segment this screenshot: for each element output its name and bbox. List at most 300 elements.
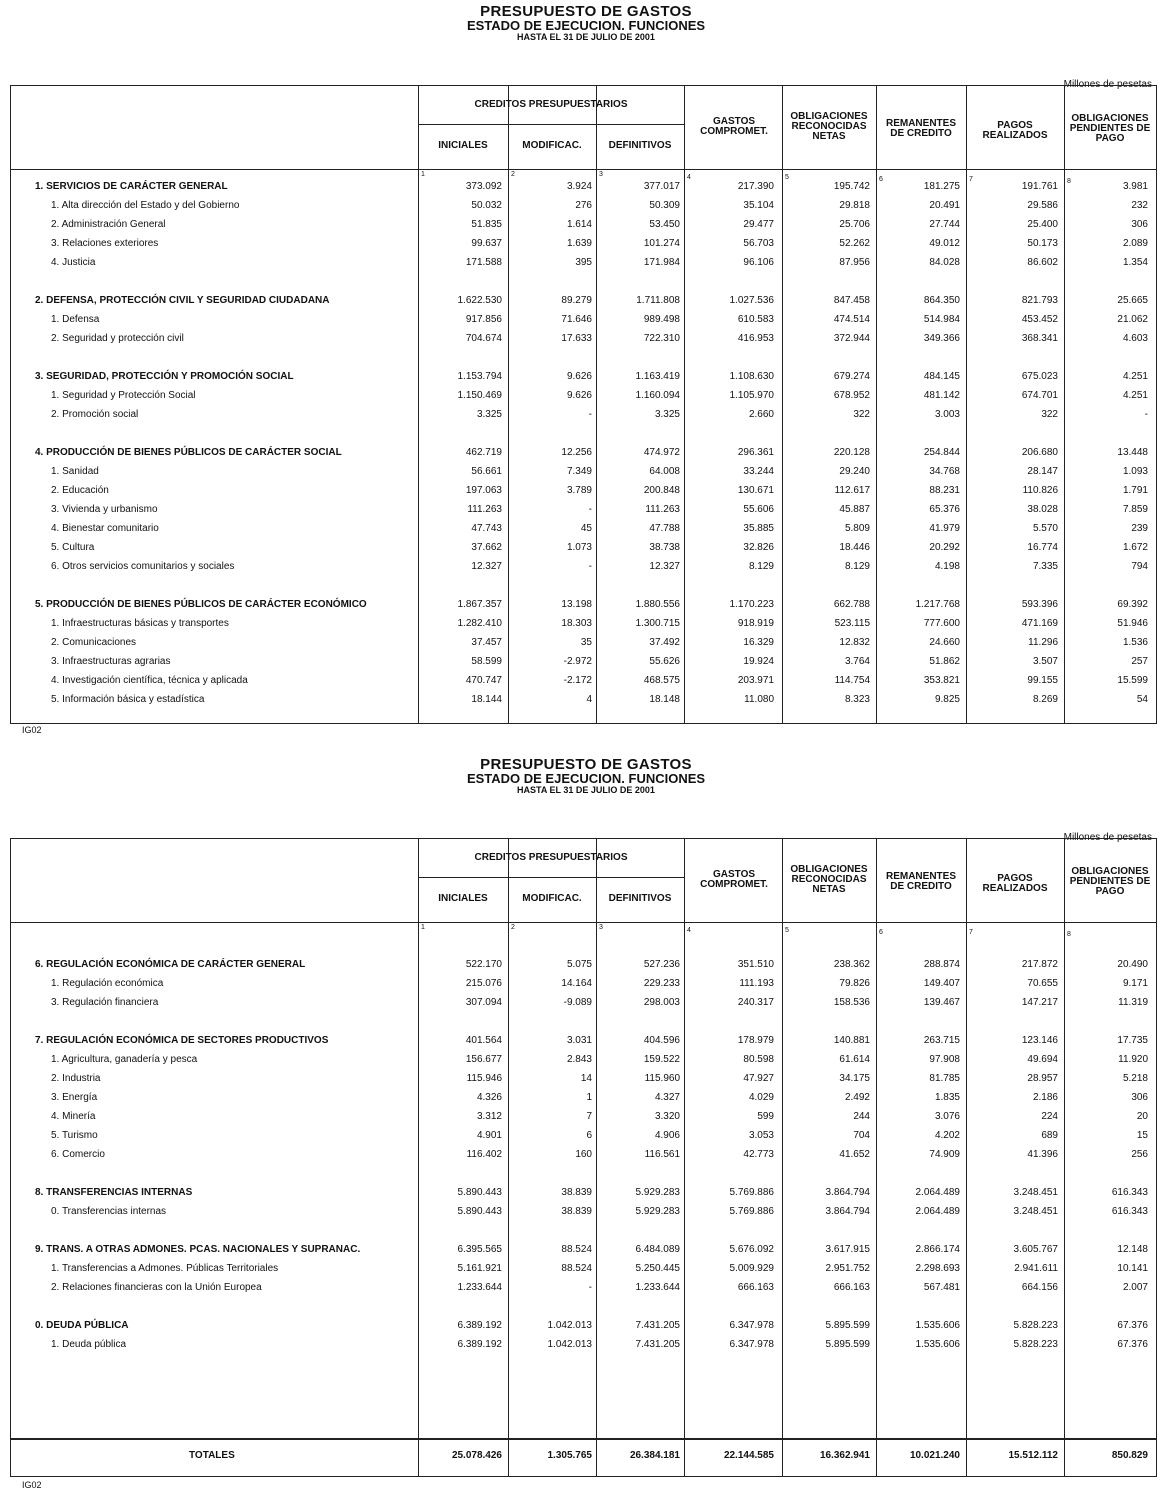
cell-value: 9.171 — [1122, 978, 1148, 989]
section-row — [11, 1244, 1156, 1262]
row-label: 1. Agricultura, ganadería y pesca — [51, 1054, 198, 1065]
table-frame-1 — [10, 85, 1157, 724]
cell-value: 49.012 — [929, 238, 960, 249]
cell-value: 3.789 — [566, 485, 592, 496]
col-number: 8 — [1067, 931, 1071, 938]
col-number: 1 — [421, 171, 425, 178]
cell-value: 112.617 — [834, 485, 870, 496]
cell-value: 1.027.536 — [729, 295, 774, 306]
cell-value: 29.240 — [839, 466, 870, 477]
cell-value: 38.028 — [1027, 504, 1058, 515]
page-1-header — [0, 4, 1172, 43]
row-label: 2. Seguridad y protección civil — [51, 333, 184, 344]
section-row — [11, 959, 1156, 977]
col-number: 2 — [511, 171, 515, 178]
row-label: 1. Seguridad y Protección Social — [51, 390, 196, 401]
cell-value: 9.825 — [934, 694, 960, 705]
cell-value: 19.924 — [743, 656, 774, 667]
row-label: 3. Energía — [51, 1092, 98, 1103]
cell-value: 1.711.808 — [636, 295, 680, 306]
table-row — [11, 997, 1156, 1015]
cell-value: 51.862 — [929, 656, 960, 667]
cell-value: 989.498 — [643, 314, 680, 325]
section-row — [11, 599, 1156, 617]
cell-value: 15 — [1136, 1130, 1148, 1141]
cell-value: 12.832 — [839, 637, 870, 648]
table-row — [11, 1149, 1156, 1167]
col-group-header: CREDITOS PRESUPUESTARIOS — [474, 99, 628, 110]
col-pagos: PAGOS REALIZADOS — [982, 873, 1048, 894]
cell-value: 11.296 — [1028, 637, 1058, 648]
cell-value: 6.389.192 — [457, 1320, 502, 1331]
cell-value: 4.326 — [476, 1092, 502, 1103]
cell-value: 240.317 — [737, 997, 774, 1008]
cell-value: 35 — [580, 637, 592, 648]
cell-value: 917.856 — [465, 314, 502, 325]
cell-value: 704.674 — [465, 333, 502, 344]
cell-value: 5.895.599 — [825, 1320, 870, 1331]
cell-value: 3.764 — [844, 656, 870, 667]
total-value: 1.305.765 — [547, 1450, 592, 1461]
cell-value: 156.677 — [465, 1054, 502, 1065]
cell-value: 864.350 — [923, 295, 960, 306]
cell-value: 38.839 — [561, 1206, 592, 1217]
cell-value: 3.507 — [1032, 656, 1058, 667]
cell-value: 24.660 — [929, 637, 960, 648]
cell-value: 25.706 — [839, 219, 870, 230]
table-row — [11, 485, 1156, 503]
cell-value: 13.448 — [1117, 447, 1148, 458]
cell-value: 200.848 — [643, 485, 680, 496]
cell-value: 4.029 — [748, 1092, 774, 1103]
cell-value: 675.023 — [1021, 371, 1058, 382]
totals-row — [11, 1450, 1156, 1468]
report-title: PRESUPUESTO DE GASTOS — [480, 3, 692, 20]
cell-value: 2.660 — [748, 409, 774, 420]
cell-value: 18.446 — [839, 542, 870, 553]
cell-value: 567.481 — [923, 1282, 960, 1293]
cell-value: 115.946 — [466, 1073, 502, 1084]
cell-value: 674.701 — [1021, 390, 1058, 401]
cell-value: 12.327 — [471, 561, 502, 572]
cell-value: 41.979 — [929, 523, 960, 534]
cell-value: 28.147 — [1027, 466, 1058, 477]
cell-value: 6.347.978 — [729, 1339, 774, 1350]
cell-value: 7 — [586, 1111, 592, 1122]
cell-value: 2.492 — [844, 1092, 870, 1103]
cell-value: 111.193 — [739, 978, 774, 989]
report-date: HASTA EL 31 DE JULIO DE 2001 — [517, 785, 655, 795]
report-subtitle: ESTADO DE EJECUCION. FUNCIONES — [466, 771, 706, 786]
cell-value: 1.867.357 — [457, 599, 502, 610]
cell-value: 50.309 — [649, 200, 680, 211]
table-row — [11, 542, 1156, 560]
row-label: 5. PRODUCCIÓN DE BIENES PÚBLICOS DE CARÁCTER ECONÓMICO — [35, 599, 367, 610]
cell-value: 14 — [580, 1073, 592, 1084]
cell-value: 42.773 — [743, 1149, 774, 1160]
cell-value: 3.031 — [566, 1035, 592, 1046]
cell-value: -2.172 — [563, 675, 592, 686]
cell-value: 7.431.205 — [635, 1320, 680, 1331]
cell-value: 3.320 — [654, 1111, 680, 1122]
cell-value: 5.895.599 — [825, 1339, 870, 1350]
row-label: 1. Deuda pública — [51, 1339, 127, 1350]
total-value: 15.512.112 — [1008, 1450, 1058, 1461]
cell-value: 3.864.794 — [825, 1187, 870, 1198]
cell-value: 3.325 — [654, 409, 680, 420]
cell-value: 1.880.556 — [635, 599, 680, 610]
col-remanentes: REMANENTES DE CREDITO — [885, 118, 956, 139]
cell-value: 47.788 — [649, 523, 680, 534]
cell-value: 4 — [586, 694, 592, 705]
section-row — [11, 1187, 1156, 1205]
cell-value: 58.599 — [471, 656, 502, 667]
cell-value: 7.335 — [1032, 561, 1058, 572]
cell-value: 2.941.611 — [1014, 1263, 1058, 1274]
cell-value: 3.076 — [934, 1111, 960, 1122]
cell-value: 139.467 — [923, 997, 960, 1008]
cell-value: 67.376 — [1117, 1320, 1148, 1331]
total-value: 25.078.426 — [451, 1450, 502, 1461]
cell-value: 160 — [575, 1149, 592, 1160]
table-row — [11, 618, 1156, 636]
cell-value: 41.652 — [839, 1149, 870, 1160]
col-iniciales: INICIALES — [438, 893, 488, 904]
col-modificac: MODIFICAC. — [522, 140, 582, 151]
cell-value: 666.163 — [737, 1282, 774, 1293]
cell-value: 116.402 — [466, 1149, 502, 1160]
cell-value: 49.694 — [1027, 1054, 1058, 1065]
cell-value: 777.600 — [923, 618, 960, 629]
cell-value: 5.570 — [1032, 523, 1058, 534]
table-row — [11, 694, 1156, 712]
cell-value: 1.160.094 — [635, 390, 680, 401]
cell-value: 149.407 — [923, 978, 960, 989]
total-value: 10.021.240 — [909, 1450, 960, 1461]
cell-value: 254.844 — [923, 447, 960, 458]
section-row — [11, 371, 1156, 389]
row-label: 2. Administración General — [51, 219, 166, 230]
cell-value: 6.395.565 — [457, 1244, 502, 1255]
cell-value: 81.785 — [929, 1073, 960, 1084]
table-row — [11, 1092, 1156, 1110]
cell-value: 11.319 — [1118, 997, 1148, 1008]
cell-value: 2.843 — [566, 1054, 592, 1065]
table-row — [11, 1111, 1156, 1129]
cell-value: 101.274 — [643, 238, 680, 249]
col-number: 6 — [879, 176, 883, 183]
col-number: 5 — [785, 927, 789, 934]
cell-value: 3.003 — [934, 409, 960, 420]
units-label: Millones de pesetas — [1063, 832, 1152, 843]
cell-value: 5.769.886 — [729, 1187, 774, 1198]
table-row — [11, 1282, 1156, 1300]
cell-value: 25.400 — [1027, 219, 1058, 230]
cell-value: 41.396 — [1027, 1149, 1058, 1160]
cell-value: 5.809 — [844, 523, 870, 534]
table-row — [11, 1073, 1156, 1091]
cell-value: 2.298.693 — [915, 1263, 960, 1274]
cell-value: 322 — [1041, 409, 1058, 420]
cell-value: 11.080 — [744, 694, 774, 705]
cell-value: 1.105.970 — [729, 390, 774, 401]
cell-value: 404.596 — [643, 1035, 680, 1046]
col-number: 3 — [599, 171, 603, 178]
cell-value: 6.389.192 — [457, 1339, 502, 1350]
cell-value: 5.075 — [566, 959, 592, 970]
row-label: 9. TRANS. A OTRAS ADMONES. PCAS. NACIONALES Y SUPRANAC. — [35, 1244, 361, 1255]
cell-value: 5.828.223 — [1013, 1339, 1058, 1350]
cell-value: 322 — [853, 409, 870, 420]
cell-value: 821.793 — [1021, 295, 1058, 306]
row-label: 1. Regulación económica — [51, 978, 164, 989]
cell-value: 54 — [1136, 694, 1148, 705]
cell-value: 2.064.489 — [915, 1187, 960, 1198]
cell-value: 5.890.443 — [457, 1187, 502, 1198]
table-row — [11, 333, 1156, 351]
cell-value: 110.826 — [1022, 485, 1058, 496]
col-gastos: GASTOS COMPROMET. — [700, 869, 768, 890]
cell-value: 462.719 — [465, 447, 502, 458]
cell-value: 5.828.223 — [1013, 1320, 1058, 1331]
cell-value: 6.484.089 — [635, 1244, 680, 1255]
cell-value: 2.866.174 — [915, 1244, 960, 1255]
row-label: 5. Turismo — [51, 1130, 98, 1141]
cell-value: 349.366 — [923, 333, 960, 344]
cell-value: 195.742 — [833, 181, 870, 192]
cell-value: 5.161.921 — [457, 1263, 502, 1274]
cell-value: 45.887 — [839, 504, 870, 515]
cell-value: 37.492 — [649, 637, 680, 648]
row-label: 5. Información básica y estadística — [51, 694, 205, 705]
cell-value: 18.148 — [649, 694, 680, 705]
col-number: 8 — [1067, 178, 1071, 185]
cell-value: 276 — [575, 200, 592, 211]
row-label: 2. DEFENSA, PROTECCIÓN CIVIL Y SEGURIDAD CIUDADANA — [35, 295, 330, 306]
cell-value: 115.960 — [644, 1073, 680, 1084]
table-row — [11, 675, 1156, 693]
cell-value: 229.233 — [643, 978, 680, 989]
row-label: 3. Vivienda y urbanismo — [51, 504, 158, 515]
cell-value: 6.347.978 — [729, 1320, 774, 1331]
cell-value: 18.144 — [471, 694, 502, 705]
cell-value: 8.269 — [1032, 694, 1058, 705]
cell-value: 111.263 — [645, 504, 680, 515]
cell-value: - — [588, 561, 592, 572]
cell-value: 678.952 — [833, 390, 870, 401]
cell-value: - — [1144, 409, 1148, 420]
col-pagos: PAGOS REALIZADOS — [982, 120, 1048, 141]
cell-value: 20.292 — [929, 542, 960, 553]
cell-value: 11.920 — [1118, 1054, 1148, 1065]
cell-value: 197.063 — [465, 485, 502, 496]
row-label: 4. PRODUCCIÓN DE BIENES PÚBLICOS DE CARÁCTER SOCIAL — [35, 447, 342, 458]
table-frame-2 — [10, 838, 1157, 1477]
cell-value: 116.561 — [644, 1149, 680, 1160]
cell-value: 35.104 — [743, 200, 774, 211]
cell-value: 523.115 — [834, 618, 870, 629]
cell-value: 5.929.283 — [635, 1206, 680, 1217]
cell-value: 217.390 — [737, 181, 774, 192]
row-label: 6. Otros servicios comunitarios y sociales — [51, 561, 235, 572]
cell-value: 217.872 — [1021, 959, 1058, 970]
row-label: 2. Relaciones financieras con la Unión Europea — [51, 1282, 262, 1293]
cell-value: 1.217.768 — [915, 599, 960, 610]
row-label: 3. Regulación financiera — [51, 997, 159, 1008]
table-row — [11, 219, 1156, 237]
cell-value: 171.588 — [465, 257, 502, 268]
cell-value: 481.142 — [923, 390, 960, 401]
cell-value: 4.327 — [654, 1092, 680, 1103]
col-number: 7 — [969, 176, 973, 183]
row-label: 2. Industria — [51, 1073, 101, 1084]
row-label: 2. Promoción social — [51, 409, 139, 420]
cell-value: 704 — [853, 1130, 870, 1141]
cell-value: 257 — [1131, 656, 1148, 667]
col-number: 6 — [879, 929, 883, 936]
row-label: 1. Defensa — [51, 314, 100, 325]
cell-value: 29.586 — [1027, 200, 1058, 211]
table-row — [11, 200, 1156, 218]
cell-value: 159.522 — [643, 1054, 680, 1065]
cell-value: 664.156 — [1021, 1282, 1058, 1293]
cell-value: 4.251 — [1122, 390, 1148, 401]
cell-value: 51.835 — [471, 219, 502, 230]
total-value: 26.384.181 — [629, 1450, 680, 1461]
row-label: 1. Sanidad — [51, 466, 99, 477]
cell-value: -9.089 — [563, 997, 592, 1008]
cell-value: 65.376 — [929, 504, 960, 515]
cell-value: 2.089 — [1122, 238, 1148, 249]
report-date: HASTA EL 31 DE JULIO DE 2001 — [517, 32, 655, 42]
cell-value: 2.951.752 — [825, 1263, 870, 1274]
row-label: 4. Justicia — [51, 257, 96, 268]
cell-value: 29.477 — [743, 219, 774, 230]
table-row — [11, 656, 1156, 674]
row-label: 6. Comercio — [51, 1149, 105, 1160]
cell-value: 13.198 — [561, 599, 592, 610]
cell-value: 1.282.410 — [457, 618, 502, 629]
row-label: 6. REGULACIÓN ECONÓMICA DE CARÁCTER GENERAL — [35, 959, 306, 970]
cell-value: 33.244 — [743, 466, 774, 477]
cell-value: 37.662 — [471, 542, 502, 553]
cell-value: 3.053 — [748, 1130, 774, 1141]
cell-value: 1.354 — [1122, 257, 1148, 268]
cell-value: 4.198 — [934, 561, 960, 572]
cell-value: 296.361 — [737, 447, 774, 458]
cell-value: 88.524 — [561, 1244, 592, 1255]
cell-value: 2.186 — [1032, 1092, 1058, 1103]
cell-value: -2.972 — [563, 656, 592, 667]
total-value: 16.362.941 — [819, 1450, 870, 1461]
cell-value: 12.148 — [1117, 1244, 1148, 1255]
table-row — [11, 1130, 1156, 1148]
section-row — [11, 1320, 1156, 1338]
cell-value: 12.327 — [649, 561, 680, 572]
cell-value: 123.146 — [1021, 1035, 1058, 1046]
cell-value: 1.536 — [1122, 637, 1148, 648]
cell-value: 256 — [1131, 1149, 1148, 1160]
row-label: 2. Comunicaciones — [51, 637, 137, 648]
row-label: 5. Cultura — [51, 542, 95, 553]
cell-value: 20.491 — [929, 200, 960, 211]
cell-value: 373.092 — [465, 181, 502, 192]
cell-value: 395 — [575, 257, 592, 268]
cell-value: 7.431.205 — [635, 1339, 680, 1350]
cell-value: 1.093 — [1122, 466, 1148, 477]
row-label: 4. Investigación científica, técnica y aplicada — [51, 675, 248, 686]
cell-value: 17.735 — [1117, 1035, 1148, 1046]
col-number: 4 — [687, 927, 691, 934]
cell-value: 5.218 — [1122, 1073, 1148, 1084]
cell-value: 4.603 — [1122, 333, 1148, 344]
cell-value: 51.946 — [1117, 618, 1148, 629]
cell-value: - — [588, 504, 592, 515]
cell-value: 3.617.915 — [825, 1244, 870, 1255]
table-row — [11, 1263, 1156, 1281]
cell-value: 918.919 — [737, 618, 774, 629]
cell-value: 1.300.715 — [635, 618, 680, 629]
cell-value: 5.890.443 — [457, 1206, 502, 1217]
cell-value: 79.826 — [839, 978, 870, 989]
total-value: 850.829 — [1111, 1450, 1148, 1461]
table-row — [11, 978, 1156, 996]
cell-value: 89.279 — [561, 295, 592, 306]
section-row — [11, 295, 1156, 313]
cell-value: 1.672 — [1122, 542, 1148, 553]
cell-value: 307.094 — [465, 997, 502, 1008]
col-number: 1 — [421, 924, 425, 931]
cell-value: 8.323 — [844, 694, 870, 705]
cell-value: 244 — [853, 1111, 870, 1122]
cell-value: 171.984 — [643, 257, 680, 268]
table-row — [11, 1339, 1156, 1357]
col-modificac: MODIFICAC. — [522, 893, 582, 904]
row-label: 3. SEGURIDAD, PROTECCIÓN Y PROMOCIÓN SOCIAL — [35, 371, 294, 382]
row-label: 0. DEUDA PÚBLICA — [35, 1320, 129, 1331]
cell-value: 2.064.489 — [915, 1206, 960, 1217]
cell-value: 88.231 — [929, 485, 960, 496]
cell-value: 21.062 — [1117, 314, 1148, 325]
col-definitivos: DEFINITIVOS — [608, 893, 672, 904]
cell-value: 55.626 — [649, 656, 680, 667]
cell-value: 158.536 — [833, 997, 870, 1008]
table-row — [11, 238, 1156, 256]
row-label: 1. Transferencias a Admones. Públicas Territoriales — [51, 1263, 279, 1274]
cell-value: 3.248.451 — [1013, 1187, 1058, 1198]
cell-value: 1.614 — [566, 219, 592, 230]
cell-value: 14.164 — [561, 978, 592, 989]
cell-value: 847.458 — [833, 295, 870, 306]
table-row — [11, 1206, 1156, 1224]
cell-value: 20 — [1136, 1111, 1148, 1122]
col-remanentes: REMANENTES DE CREDITO — [885, 871, 956, 892]
cell-value: 56.703 — [743, 238, 774, 249]
cell-value: 416.953 — [737, 333, 774, 344]
cell-value: 38.738 — [649, 542, 680, 553]
cell-value: 8.129 — [844, 561, 870, 572]
cell-value: 1.639 — [566, 238, 592, 249]
cell-value: 27.744 — [929, 219, 960, 230]
cell-value: 470.747 — [465, 675, 502, 686]
cell-value: 474.514 — [833, 314, 870, 325]
cell-value: 114.754 — [834, 675, 870, 686]
table-row — [11, 466, 1156, 484]
cell-value: 306 — [1131, 219, 1148, 230]
cell-value: 12.256 — [561, 447, 592, 458]
cell-value: 1.233.644 — [635, 1282, 680, 1293]
cell-value: 37.457 — [471, 637, 502, 648]
